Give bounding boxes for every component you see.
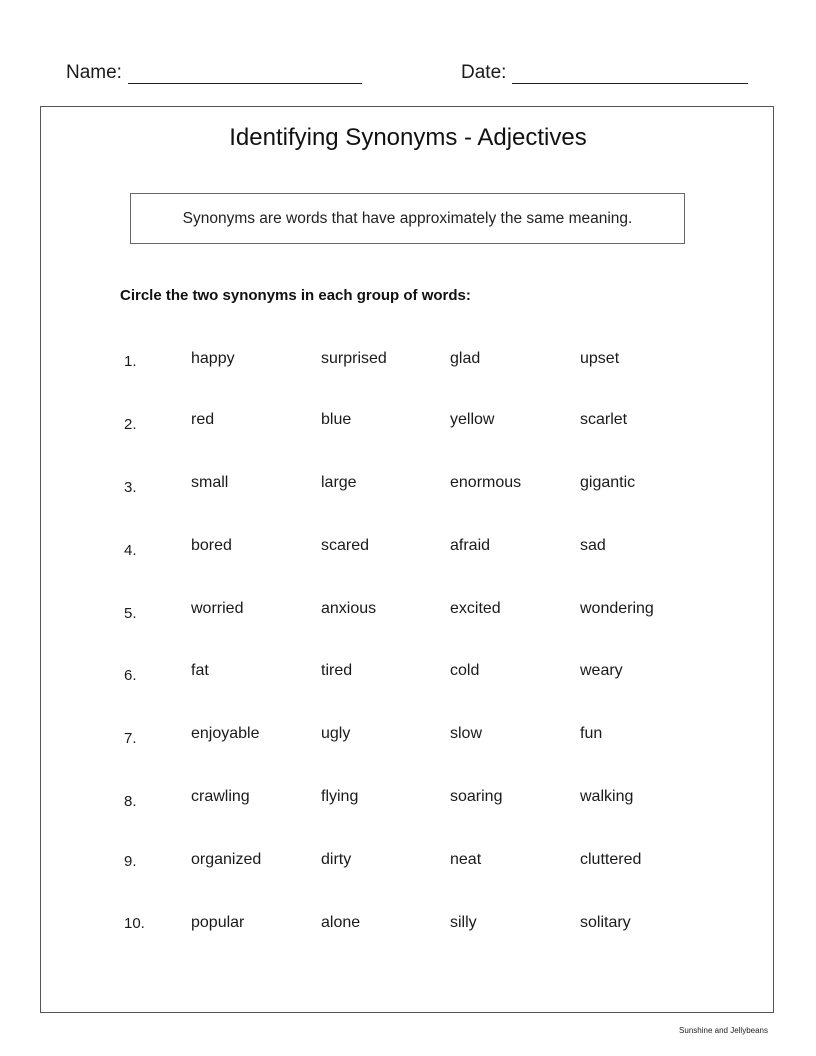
word-option[interactable]: bored (191, 537, 232, 554)
word-option[interactable]: sad (580, 537, 606, 554)
word-option[interactable]: alone (321, 914, 361, 931)
item-number: 10. (124, 915, 145, 932)
word-option[interactable]: glad (450, 350, 481, 367)
word-option[interactable]: scarlet (580, 411, 628, 428)
word-option[interactable]: solitary (580, 914, 631, 931)
word-option[interactable]: dirty (321, 851, 352, 868)
name-blank-line[interactable] (128, 65, 362, 84)
definition-text: Synonyms are words that have approximately the same meaning. (182, 209, 633, 227)
word-option[interactable]: gigantic (580, 474, 636, 491)
word-option[interactable]: afraid (450, 537, 491, 554)
word-option[interactable]: happy (191, 350, 235, 367)
date-label: Date: (461, 62, 507, 83)
footer-credit: Sunshine and Jellybeans (679, 1026, 768, 1035)
name-field[interactable] (66, 62, 362, 84)
word-option[interactable]: upset (580, 350, 620, 367)
word-option[interactable]: crawling (191, 788, 250, 805)
word-option[interactable]: popular (191, 914, 245, 931)
name-label: Name: (66, 62, 122, 83)
item-number: 3. (124, 479, 137, 496)
worksheet-title: Identifying Synonyms - Adjectives (229, 124, 587, 151)
word-option[interactable]: organized (191, 851, 262, 868)
word-option[interactable]: blue (321, 411, 352, 428)
word-option[interactable]: wondering (580, 600, 654, 617)
definition-box (130, 193, 685, 244)
word-option[interactable]: cold (450, 662, 480, 679)
word-option[interactable]: neat (450, 851, 482, 868)
item-number: 5. (124, 605, 137, 622)
word-option[interactable]: tired (321, 662, 353, 679)
word-option[interactable]: enjoyable (191, 725, 260, 742)
word-option[interactable]: excited (450, 600, 501, 617)
word-option[interactable]: soaring (450, 788, 503, 805)
word-option[interactable]: flying (321, 788, 359, 805)
word-option[interactable]: walking (580, 788, 634, 805)
item-number: 6. (124, 667, 137, 684)
item-number: 1. (124, 353, 137, 370)
word-option[interactable]: yellow (450, 411, 495, 428)
word-option[interactable]: red (191, 411, 215, 428)
word-option[interactable]: weary (580, 662, 623, 679)
word-option[interactable]: scared (321, 537, 370, 554)
word-option[interactable]: cluttered (580, 851, 642, 868)
word-option[interactable]: large (321, 474, 357, 491)
item-number: 2. (124, 416, 137, 433)
word-option[interactable]: anxious (321, 600, 377, 617)
word-option[interactable]: ugly (321, 725, 351, 742)
word-option[interactable]: fat (191, 662, 209, 679)
word-option[interactable]: silly (450, 914, 477, 931)
item-number: 7. (124, 730, 137, 747)
item-number: 8. (124, 793, 137, 810)
word-option[interactable]: worried (191, 600, 244, 617)
date-field[interactable] (461, 62, 748, 84)
date-blank-line[interactable] (512, 65, 748, 84)
word-option[interactable]: enormous (450, 474, 522, 491)
instructions: Circle the two synonyms in each group of words: (120, 287, 471, 304)
word-option[interactable]: small (191, 474, 229, 491)
item-number: 4. (124, 542, 137, 559)
item-number: 9. (124, 853, 137, 870)
word-option[interactable]: surprised (321, 350, 387, 367)
word-option[interactable]: slow (450, 725, 483, 742)
word-option[interactable]: fun (580, 725, 603, 742)
